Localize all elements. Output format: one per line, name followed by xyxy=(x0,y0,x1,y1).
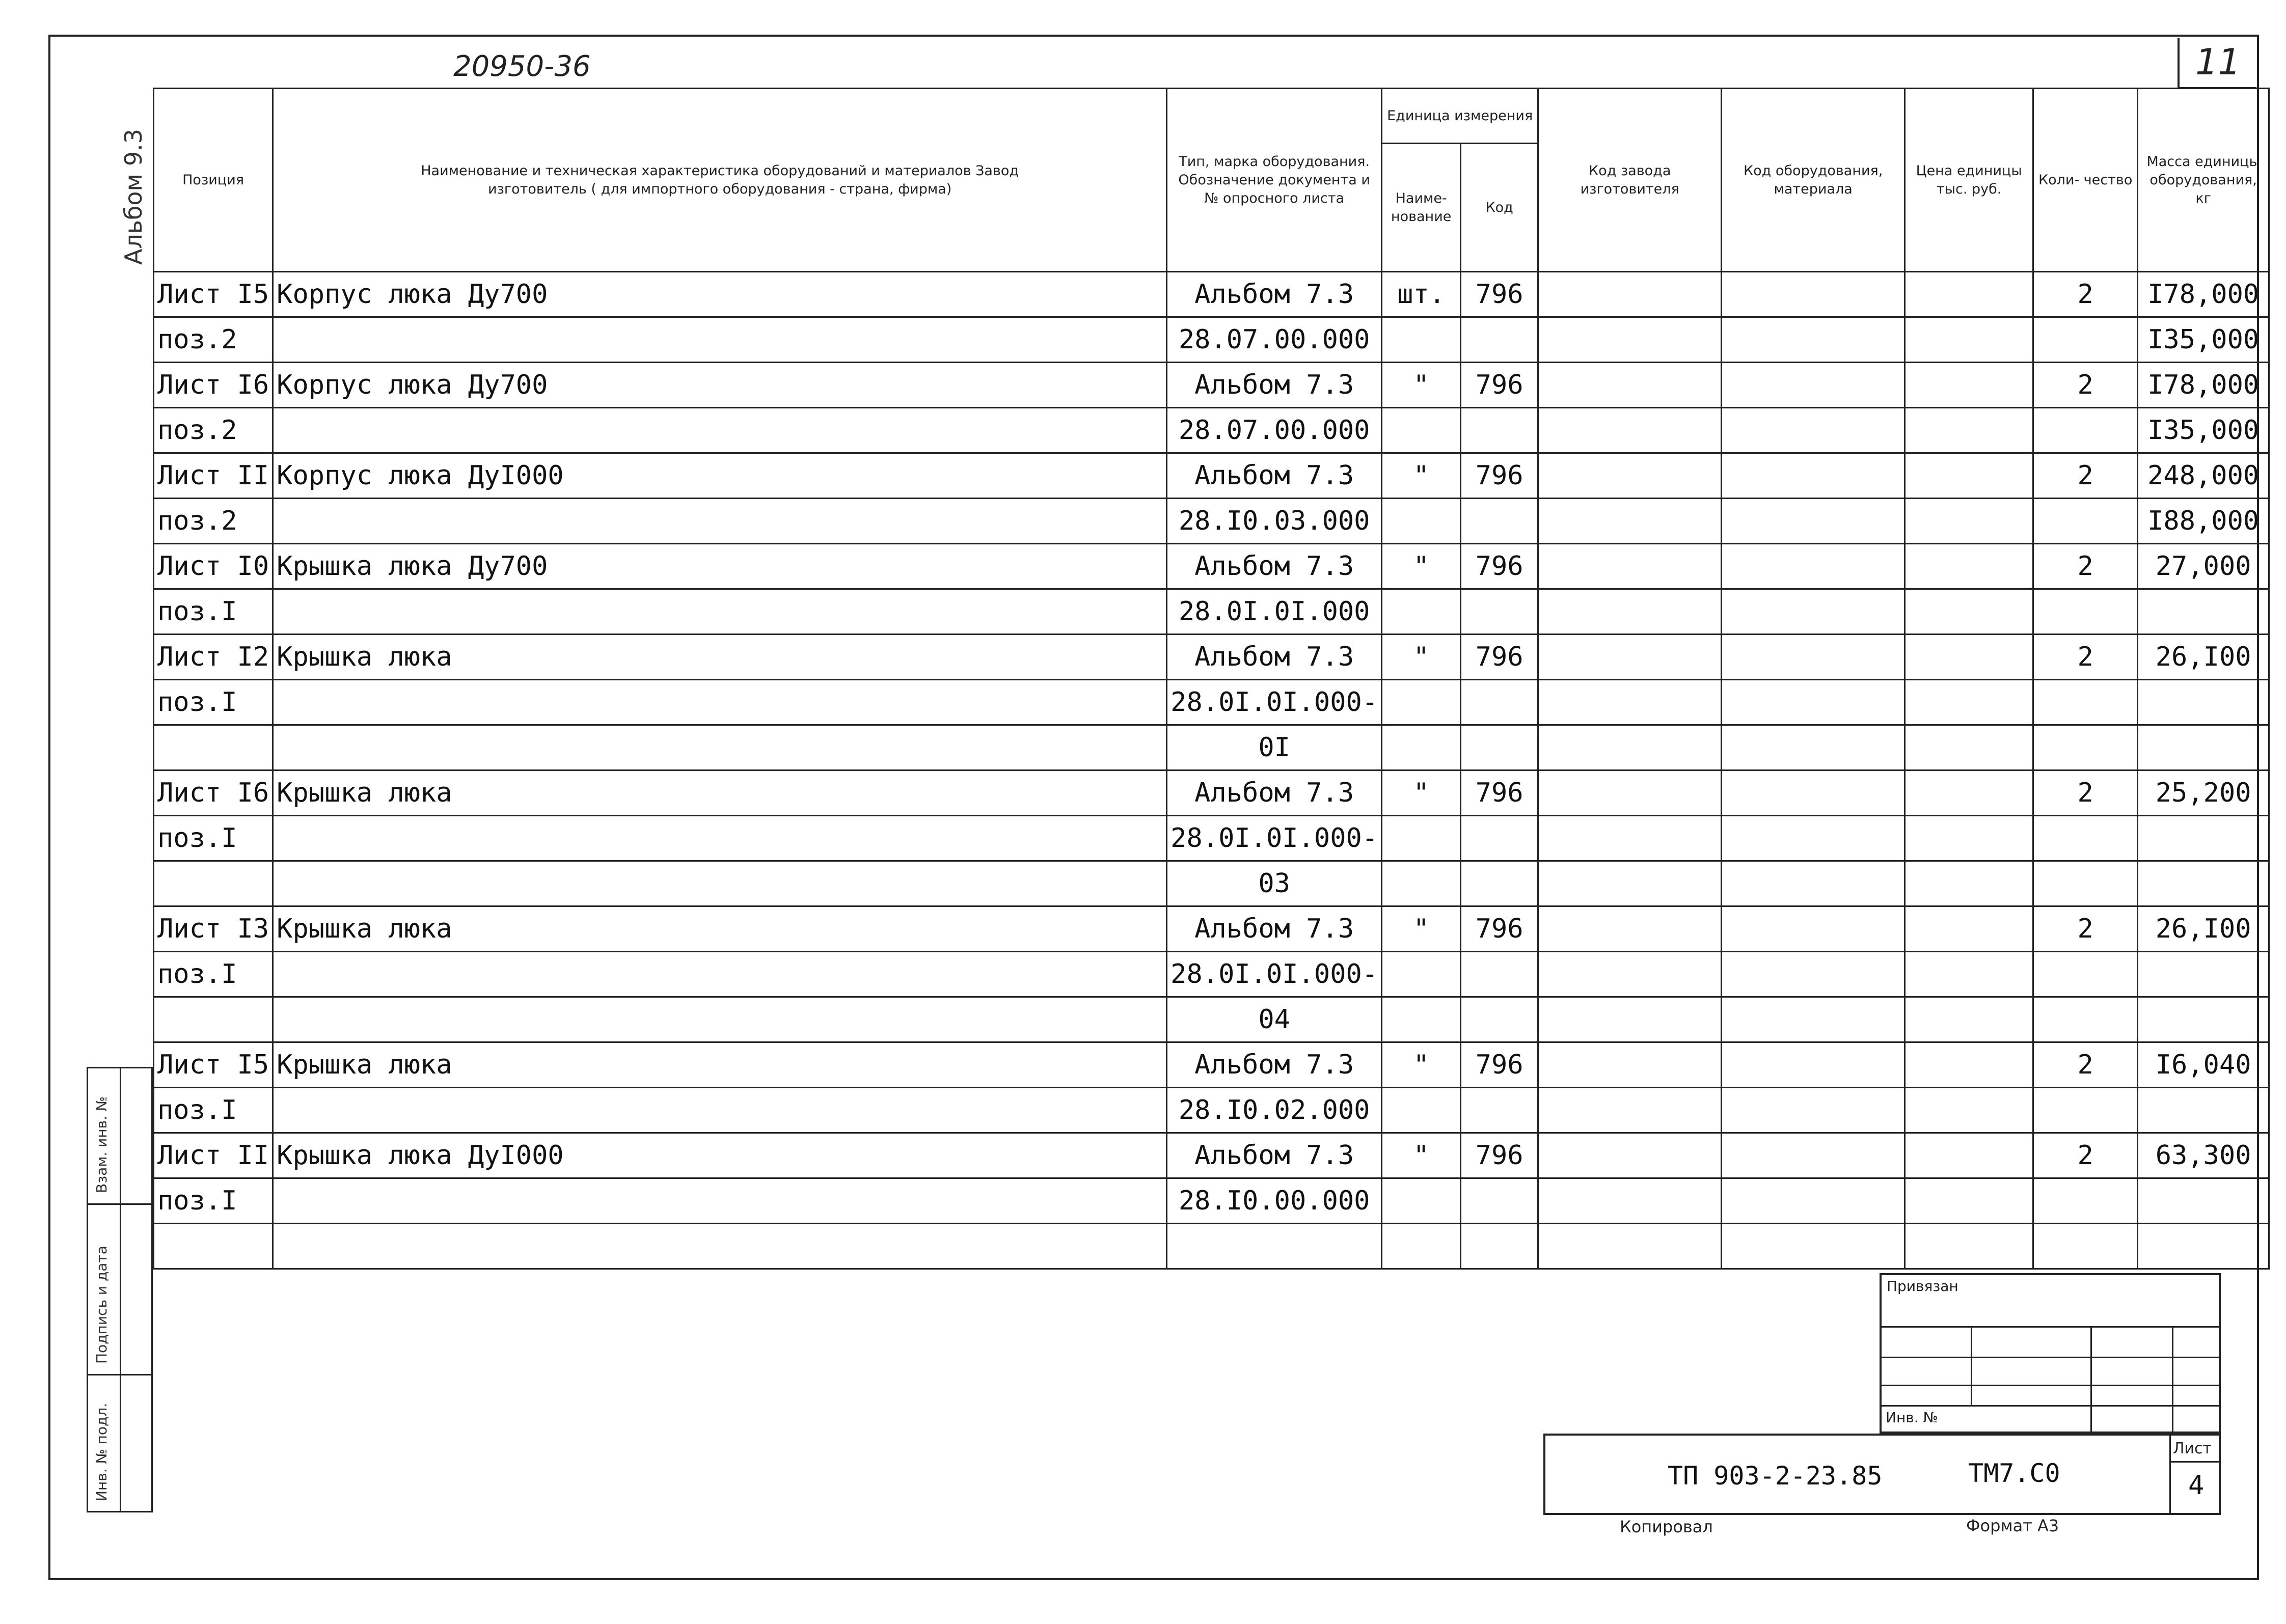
mass-cell xyxy=(2138,1178,2269,1224)
unit-code-cell xyxy=(1461,952,1538,997)
position-cell: Лист I0 xyxy=(154,544,273,589)
position-cell: Лист I6 xyxy=(154,363,273,408)
mass-cell: 25,200 xyxy=(2138,770,2269,816)
equipment-code-cell xyxy=(1722,363,1905,408)
price-cell xyxy=(1905,770,2033,816)
table-row xyxy=(154,1042,2269,1088)
header-unit-code: Код xyxy=(1461,144,1538,272)
unit-code-cell xyxy=(1461,816,1538,861)
mass-cell: I78,000 xyxy=(2138,363,2269,408)
bound-block xyxy=(1880,1273,2221,1434)
equipment-code-cell xyxy=(1722,906,1905,952)
mass-cell: I35,000 xyxy=(2138,408,2269,453)
table-row xyxy=(154,770,2269,816)
bound-label: Привязан xyxy=(1887,1278,1958,1295)
quantity-cell: 2 xyxy=(2033,363,2138,408)
price-cell xyxy=(1905,680,2033,725)
unit-code-cell xyxy=(1461,408,1538,453)
header-unit-group: Единица измерения xyxy=(1382,89,1538,144)
type-cell xyxy=(1167,1224,1382,1269)
doc-mark: ТМ7.С0 xyxy=(1968,1458,2060,1488)
position-cell: Лист I2 xyxy=(154,635,273,680)
type-cell: 28.I0.03.000 xyxy=(1167,499,1382,544)
factory-code-cell xyxy=(1538,589,1722,635)
factory-code-cell xyxy=(1538,363,1722,408)
position-cell: поз.2 xyxy=(154,317,273,363)
equipment-code-cell xyxy=(1722,1178,1905,1224)
replace-inv-label: Взам. инв. № xyxy=(93,1096,110,1193)
table-row xyxy=(154,272,2269,317)
factory-code-cell xyxy=(1538,499,1722,544)
mass-cell xyxy=(2138,997,2269,1042)
table-row xyxy=(154,1133,2269,1178)
name-cell xyxy=(273,589,1167,635)
factory-code-cell xyxy=(1538,453,1722,499)
price-cell xyxy=(1905,861,2033,906)
quantity-cell xyxy=(2033,1224,2138,1269)
type-cell: 28.0I.0I.000- xyxy=(1167,680,1382,725)
mass-cell xyxy=(2138,725,2269,770)
equipment-code-cell xyxy=(1722,725,1905,770)
format-label: Формат А3 xyxy=(1966,1516,2059,1535)
specification-table xyxy=(153,88,2270,1270)
type-cell: Альбом 7.3 xyxy=(1167,906,1382,952)
unit-name-cell xyxy=(1382,680,1461,725)
sheet-number: 4 xyxy=(2188,1470,2205,1501)
unit-code-cell xyxy=(1461,725,1538,770)
unit-code-cell xyxy=(1461,861,1538,906)
quantity-cell xyxy=(2033,680,2138,725)
table-row xyxy=(154,499,2269,544)
quantity-cell: 2 xyxy=(2033,453,2138,499)
position-cell: поз.I xyxy=(154,1088,273,1133)
mass-cell: 26,I00 xyxy=(2138,906,2269,952)
position-cell xyxy=(154,725,273,770)
quantity-cell xyxy=(2033,1178,2138,1224)
unit-code-cell: 796 xyxy=(1461,1133,1538,1178)
unit-code-cell xyxy=(1461,1224,1538,1269)
price-cell xyxy=(1905,408,2033,453)
type-cell: 03 xyxy=(1167,861,1382,906)
price-cell xyxy=(1905,272,2033,317)
name-cell: Крышка люка xyxy=(273,1042,1167,1088)
type-cell: Альбом 7.3 xyxy=(1167,453,1382,499)
unit-code-cell: 796 xyxy=(1461,544,1538,589)
unit-name-cell xyxy=(1382,1088,1461,1133)
factory-code-cell xyxy=(1538,1178,1722,1224)
factory-code-cell xyxy=(1538,1088,1722,1133)
quantity-cell xyxy=(2033,952,2138,997)
unit-name-cell: " xyxy=(1382,544,1461,589)
unit-code-cell xyxy=(1461,997,1538,1042)
type-cell: 28.0I.0I.000- xyxy=(1167,952,1382,997)
equipment-code-cell xyxy=(1722,861,1905,906)
table-row xyxy=(154,997,2269,1042)
name-cell xyxy=(273,499,1167,544)
factory-code-cell xyxy=(1538,408,1722,453)
position-cell: поз.I xyxy=(154,680,273,725)
equipment-code-cell xyxy=(1722,952,1905,997)
unit-name-cell: " xyxy=(1382,635,1461,680)
equipment-code-cell xyxy=(1722,544,1905,589)
factory-code-cell xyxy=(1538,997,1722,1042)
type-cell: 0I xyxy=(1167,725,1382,770)
mass-cell: I6,040 xyxy=(2138,1042,2269,1088)
name-cell: Корпус люка Ду700 xyxy=(273,272,1167,317)
price-cell xyxy=(1905,363,2033,408)
quantity-cell: 2 xyxy=(2033,1042,2138,1088)
equipment-code-cell xyxy=(1722,408,1905,453)
price-cell xyxy=(1905,1133,2033,1178)
mass-cell: 27,000 xyxy=(2138,544,2269,589)
table-row xyxy=(154,1088,2269,1133)
position-cell: поз.I xyxy=(154,1178,273,1224)
table-row xyxy=(154,453,2269,499)
table-row xyxy=(154,363,2269,408)
unit-code-cell xyxy=(1461,499,1538,544)
unit-code-cell xyxy=(1461,680,1538,725)
equipment-code-cell xyxy=(1722,589,1905,635)
header-unit-name: Наиме- нование xyxy=(1382,144,1461,272)
type-cell: Альбом 7.3 xyxy=(1167,635,1382,680)
name-cell xyxy=(273,317,1167,363)
name-cell xyxy=(273,680,1167,725)
name-cell: Крышка люка xyxy=(273,906,1167,952)
unit-code-cell xyxy=(1461,1088,1538,1133)
equipment-code-cell xyxy=(1722,317,1905,363)
equipment-code-cell xyxy=(1722,453,1905,499)
position-cell: поз.2 xyxy=(154,408,273,453)
table-row xyxy=(154,317,2269,363)
table-row xyxy=(154,635,2269,680)
unit-name-cell: " xyxy=(1382,1042,1461,1088)
factory-code-cell xyxy=(1538,906,1722,952)
inv-orig-label: Инв. № подл. xyxy=(93,1402,110,1501)
mass-cell xyxy=(2138,861,2269,906)
mass-cell xyxy=(2138,816,2269,861)
price-cell xyxy=(1905,906,2033,952)
mass-cell: 63,300 xyxy=(2138,1133,2269,1178)
unit-code-cell xyxy=(1461,1178,1538,1224)
name-cell: Крышка люка Ду700 xyxy=(273,544,1167,589)
equipment-code-cell xyxy=(1722,1133,1905,1178)
header-factory-code: Код завода изготовителя xyxy=(1538,89,1722,272)
quantity-cell xyxy=(2033,317,2138,363)
doc-number-handwritten: 20950-36 xyxy=(453,50,591,83)
table-row xyxy=(154,589,2269,635)
price-cell xyxy=(1905,1178,2033,1224)
position-cell xyxy=(154,861,273,906)
factory-code-cell xyxy=(1538,725,1722,770)
name-cell xyxy=(273,997,1167,1042)
quantity-cell xyxy=(2033,589,2138,635)
quantity-cell: 2 xyxy=(2033,1133,2138,1178)
price-cell xyxy=(1905,1088,2033,1133)
unit-name-cell: " xyxy=(1382,1133,1461,1178)
unit-name-cell: " xyxy=(1382,906,1461,952)
price-cell xyxy=(1905,952,2033,997)
header-price: Цена единицы тыс. руб. xyxy=(1905,89,2033,272)
price-cell xyxy=(1905,1042,2033,1088)
table-row xyxy=(154,680,2269,725)
unit-code-cell: 796 xyxy=(1461,363,1538,408)
sheet-label: Лист xyxy=(2173,1440,2212,1457)
price-cell xyxy=(1905,725,2033,770)
position-cell: поз.I xyxy=(154,816,273,861)
equipment-code-cell xyxy=(1722,816,1905,861)
quantity-cell: 2 xyxy=(2033,906,2138,952)
mass-cell xyxy=(2138,589,2269,635)
unit-name-cell: " xyxy=(1382,770,1461,816)
name-cell: Корпус люка Ду700 xyxy=(273,363,1167,408)
unit-name-cell: " xyxy=(1382,363,1461,408)
table-row xyxy=(154,725,2269,770)
name-cell: Крышка люка ДуI000 xyxy=(273,1133,1167,1178)
unit-code-cell: 796 xyxy=(1461,453,1538,499)
type-cell: Альбом 7.3 xyxy=(1167,363,1382,408)
position-cell: поз.2 xyxy=(154,499,273,544)
factory-code-cell xyxy=(1538,861,1722,906)
factory-code-cell xyxy=(1538,1133,1722,1178)
unit-name-cell: шт. xyxy=(1382,272,1461,317)
position-cell: Лист II xyxy=(154,1133,273,1178)
position-cell: Лист I3 xyxy=(154,906,273,952)
equipment-code-cell xyxy=(1722,997,1905,1042)
position-cell xyxy=(154,997,273,1042)
quantity-cell: 2 xyxy=(2033,770,2138,816)
price-cell xyxy=(1905,317,2033,363)
name-cell xyxy=(273,816,1167,861)
quantity-cell xyxy=(2033,499,2138,544)
unit-code-cell: 796 xyxy=(1461,770,1538,816)
mass-cell xyxy=(2138,952,2269,997)
specification-body xyxy=(154,272,2269,1269)
name-cell xyxy=(273,725,1167,770)
unit-name-cell xyxy=(1382,952,1461,997)
quantity-cell xyxy=(2033,816,2138,861)
price-cell xyxy=(1905,816,2033,861)
equipment-code-cell xyxy=(1722,1042,1905,1088)
equipment-code-cell xyxy=(1722,1088,1905,1133)
copied-label: Копировал xyxy=(1620,1517,1713,1536)
type-cell: 28.I0.02.000 xyxy=(1167,1088,1382,1133)
equipment-code-cell xyxy=(1722,499,1905,544)
name-cell xyxy=(273,1178,1167,1224)
type-cell: 04 xyxy=(1167,997,1382,1042)
type-cell: 28.0I.0I.000- xyxy=(1167,816,1382,861)
equipment-code-cell xyxy=(1722,680,1905,725)
name-cell: Корпус люка ДуI000 xyxy=(273,453,1167,499)
header-type: Тип, марка оборудования. Обозначение документа и № опросного листа xyxy=(1167,89,1382,272)
unit-name-cell: " xyxy=(1382,453,1461,499)
quantity-cell: 2 xyxy=(2033,544,2138,589)
position-cell: Лист II xyxy=(154,453,273,499)
unit-code-cell xyxy=(1461,317,1538,363)
unit-name-cell xyxy=(1382,861,1461,906)
position-cell: Лист I5 xyxy=(154,1042,273,1088)
table-row xyxy=(154,1178,2269,1224)
page-number-handwritten: 11 xyxy=(2195,41,2241,83)
position-cell: поз.I xyxy=(154,589,273,635)
factory-code-cell xyxy=(1538,1224,1722,1269)
type-cell: Альбом 7.3 xyxy=(1167,1042,1382,1088)
mass-cell xyxy=(2138,1088,2269,1133)
price-cell xyxy=(1905,544,2033,589)
equipment-code-cell xyxy=(1722,635,1905,680)
type-cell: Альбом 7.3 xyxy=(1167,544,1382,589)
equipment-code-cell xyxy=(1722,272,1905,317)
left-strip xyxy=(87,1067,153,1512)
unit-code-cell: 796 xyxy=(1461,272,1538,317)
unit-code-cell xyxy=(1461,589,1538,635)
quantity-cell xyxy=(2033,861,2138,906)
price-cell xyxy=(1905,453,2033,499)
quantity-cell: 2 xyxy=(2033,635,2138,680)
quantity-cell xyxy=(2033,725,2138,770)
mass-cell: I35,000 xyxy=(2138,317,2269,363)
factory-code-cell xyxy=(1538,952,1722,997)
mass-cell: I88,000 xyxy=(2138,499,2269,544)
album-label: Альбом 9.3 xyxy=(120,129,147,265)
factory-code-cell xyxy=(1538,272,1722,317)
type-cell: 28.I0.00.000 xyxy=(1167,1178,1382,1224)
table-row xyxy=(154,408,2269,453)
unit-name-cell xyxy=(1382,317,1461,363)
factory-code-cell xyxy=(1538,680,1722,725)
position-cell: Лист I6 xyxy=(154,770,273,816)
position-cell: Лист I5 xyxy=(154,272,273,317)
table-row xyxy=(154,906,2269,952)
name-cell xyxy=(273,1224,1167,1269)
price-cell xyxy=(1905,499,2033,544)
table-row xyxy=(154,816,2269,861)
mass-cell: 248,000 xyxy=(2138,453,2269,499)
header-equipment-code: Код оборудования, материала xyxy=(1722,89,1905,272)
table-row xyxy=(154,952,2269,997)
page-number-box xyxy=(2178,38,2256,89)
unit-name-cell xyxy=(1382,725,1461,770)
factory-code-cell xyxy=(1538,544,1722,589)
factory-code-cell xyxy=(1538,1042,1722,1088)
position-cell: поз.I xyxy=(154,952,273,997)
mass-cell: I78,000 xyxy=(2138,272,2269,317)
name-cell xyxy=(273,1088,1167,1133)
unit-name-cell xyxy=(1382,1224,1461,1269)
position-cell xyxy=(154,1224,273,1269)
equipment-code-cell xyxy=(1722,1224,1905,1269)
stamp-block xyxy=(1543,1434,2221,1515)
name-cell xyxy=(273,861,1167,906)
price-cell xyxy=(1905,997,2033,1042)
unit-name-cell xyxy=(1382,1178,1461,1224)
name-cell xyxy=(273,408,1167,453)
unit-name-cell xyxy=(1382,997,1461,1042)
table-row xyxy=(154,544,2269,589)
name-cell xyxy=(273,952,1167,997)
type-cell: 28.07.00.000 xyxy=(1167,408,1382,453)
price-cell xyxy=(1905,635,2033,680)
type-cell: Альбом 7.3 xyxy=(1167,272,1382,317)
name-cell: Крышка люка xyxy=(273,635,1167,680)
factory-code-cell xyxy=(1538,317,1722,363)
equipment-code-cell xyxy=(1722,770,1905,816)
price-cell xyxy=(1905,1224,2033,1269)
type-cell: Альбом 7.3 xyxy=(1167,770,1382,816)
mass-cell xyxy=(2138,1224,2269,1269)
unit-name-cell xyxy=(1382,816,1461,861)
mass-cell: 26,I00 xyxy=(2138,635,2269,680)
type-cell: 28.0I.0I.000 xyxy=(1167,589,1382,635)
type-cell: 28.07.00.000 xyxy=(1167,317,1382,363)
unit-code-cell: 796 xyxy=(1461,1042,1538,1088)
inv-label: Инв. № xyxy=(1886,1409,1938,1426)
unit-name-cell xyxy=(1382,408,1461,453)
header-position: Позиция xyxy=(154,89,273,272)
quantity-cell xyxy=(2033,997,2138,1042)
signature-date-label: Подпись и дата xyxy=(93,1246,110,1364)
name-cell: Крышка люка xyxy=(273,770,1167,816)
table-row xyxy=(154,861,2269,906)
header-quantity: Коли- чество xyxy=(2033,89,2138,272)
header-name: Наименование и техническая характеристика оборудований и материалов Завод изготовитель ( для импортного оборудования - страна, фирма) xyxy=(273,89,1167,272)
factory-code-cell xyxy=(1538,816,1722,861)
unit-name-cell xyxy=(1382,499,1461,544)
factory-code-cell xyxy=(1538,635,1722,680)
quantity-cell xyxy=(2033,408,2138,453)
quantity-cell xyxy=(2033,1088,2138,1133)
type-cell: Альбом 7.3 xyxy=(1167,1133,1382,1178)
doc-code: ТП 903-2-23.85 xyxy=(1668,1461,1883,1491)
unit-name-cell xyxy=(1382,589,1461,635)
unit-code-cell: 796 xyxy=(1461,906,1538,952)
table-row xyxy=(154,1224,2269,1269)
header-mass: Масса единицы оборудования, кг xyxy=(2138,89,2269,272)
unit-code-cell: 796 xyxy=(1461,635,1538,680)
quantity-cell: 2 xyxy=(2033,272,2138,317)
price-cell xyxy=(1905,589,2033,635)
factory-code-cell xyxy=(1538,770,1722,816)
mass-cell xyxy=(2138,680,2269,725)
